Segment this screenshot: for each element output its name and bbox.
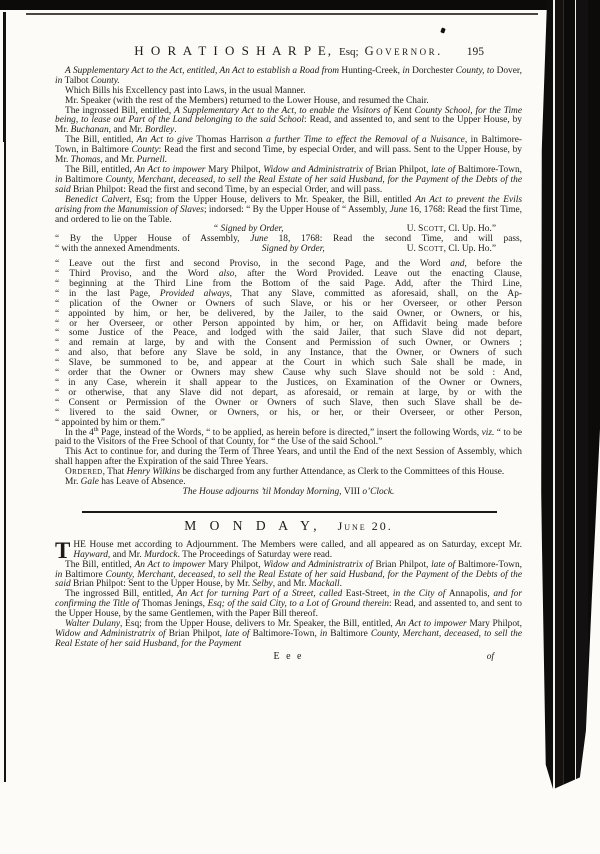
text-segment: Baltimore (65, 569, 106, 580)
text-segment: Scott (418, 224, 444, 235)
text-segment: : Read the first and second Time, by an especial Order, and will pass. (123, 184, 383, 195)
text-segment: , after the Word Provided. Leave out the enacting Clause, (234, 269, 522, 280)
text-segment: A Supplementary Act to the Act, entitled, An Act to establish a Road from (65, 65, 342, 76)
text-segment: . (174, 125, 177, 136)
day-date: June 20. (337, 518, 393, 533)
text-segment: : Read, and assented to, and sent to the Upper House, by the same Gentlemen, with the Paper Bill thereof. (55, 599, 522, 620)
text-segment: Page, instead of the Words, “ to be applied, as herein before is directed,” insert the following Words, (98, 427, 482, 438)
text-segment: in (55, 75, 65, 86)
text-segment: , Esq; from the Upper House, delivers to Mr. Speaker, the Bill, entitled (129, 194, 416, 205)
text-segment: , and Mr. (108, 125, 145, 136)
text-segment: County, Merchant, deceased, to sell the Real Estate of her said Husband, for the Payment of the Debts of the said (55, 174, 523, 195)
text-segment: “ or otherwise, that any Slave did not depart, as aforesaid, or remain at large, by or with the (55, 387, 522, 398)
text-segment: , Cl. Up. Ho.” (443, 224, 496, 235)
text-segment: “ and remain at large, by and with the Consent and Permission of such Owner, or Owners ; (55, 338, 522, 349)
signature-mark-row (55, 652, 522, 663)
text-segment: also (218, 269, 235, 280)
text-segment: late of (428, 559, 458, 570)
text-segment: Gale (80, 477, 99, 488)
text-segment: Baltimore (330, 628, 371, 639)
text-segment: “ appointed by him, or her, be delivered, by the Jailer, to the said Owner, or Owners, or his, (55, 308, 522, 319)
text-segment: Walter Dulany (65, 619, 121, 630)
text-segment: a further Time to effect the Removal of a Nuisance, (262, 135, 468, 146)
text-segment: in (55, 569, 66, 580)
text-segment: An Act to prevent the Evils arising from the Manumission of Slaves (55, 194, 522, 215)
signed-part (407, 245, 496, 255)
text-segment: Baltimore-Town, (457, 559, 522, 570)
page-number: 195 (466, 46, 484, 58)
paragraph (55, 196, 522, 226)
text-segment: “ some Justice of the Peace, and lodged with the said Jailer, that such Slave did not depart, (55, 328, 522, 339)
text-segment: An Act to impower (134, 164, 209, 175)
text-segment: County. (88, 75, 120, 86)
text-segment: “ Leave out the first and second Proviso, in the second Page, and the Word (55, 259, 451, 270)
governor-title: Governor. (364, 44, 443, 58)
text-segment: viz. (481, 427, 495, 438)
paragraph (55, 166, 522, 196)
text-segment: County, Merchant, deceased, to sell the Real Estate of her said Husband, for the Payment of the Debts of the said (55, 569, 523, 590)
text-segment: Widow and Administratrix of (260, 164, 376, 175)
catchword: of (486, 651, 494, 662)
text-segment: . The Proceedings of Saturday were read. (177, 549, 333, 560)
text-segment: Mary Philpot, (208, 559, 261, 570)
text-segment: . (164, 155, 168, 166)
text-segment: Selby (252, 579, 273, 590)
text-segment: Dover, (496, 65, 522, 76)
section-divider-rule (82, 511, 497, 513)
text-segment: late of (222, 628, 253, 639)
text-segment: , Cl. Up. Ho.” (443, 244, 496, 255)
text-segment: “ with the annexed Amendments. (55, 244, 180, 255)
text-segment: “ and also, that before any Slave be sold, in any Instance, that the Owner, or Owners of such (55, 348, 522, 359)
text-segment: Benedict Calvert (65, 194, 130, 205)
text-segment: Bordley (144, 125, 175, 136)
text-segment: “ in the last Page, (55, 288, 160, 299)
day-name: M O N D A Y, (184, 517, 322, 533)
text-segment: County, Merchant, deceased, to sell the Real Estate of her said Husband, for the Payment (55, 628, 522, 649)
text-segment: th (93, 426, 99, 433)
paragraph-with-dropcap (55, 537, 522, 563)
text-segment: An Act to give (136, 135, 197, 146)
document-body (55, 67, 522, 663)
signed-by-order-row (55, 245, 522, 255)
text-segment: in (55, 174, 66, 185)
text-segment: Talbot (64, 75, 89, 86)
text-segment: , That (102, 467, 127, 478)
text-segment: The ingrossed Bill, entitled, (65, 105, 175, 116)
text-segment: 16, 1768: Read the first Time, and ordered to lie on the Table. (55, 204, 522, 225)
text-segment: and (450, 259, 465, 270)
text-segment: : Sent to the Upper House, by Mr. (123, 579, 253, 590)
text-segment: “ By the Upper House of Assembly, (55, 234, 251, 245)
text-segment: HE House met according to Adjournment. The Members were called, and all appeared as on Saturday, except Mr. (73, 539, 522, 550)
gathering-signature: E e e (273, 650, 304, 662)
paragraph (55, 426, 522, 449)
text-segment: has Leave of Absence. (98, 477, 186, 488)
text-segment: “ Third Proviso, and the Word (55, 269, 219, 280)
text-segment: Mackall (308, 579, 340, 590)
text-segment: Brian Philpot, (168, 628, 223, 639)
signed-part (55, 245, 180, 255)
text-segment: Brian Philpot (72, 579, 124, 590)
governor-name: H O R A T I O S H A R P E, (134, 43, 334, 58)
text-segment: Widow and Administratrix of (260, 559, 376, 570)
adjournment-line (55, 488, 522, 498)
paragraph (55, 590, 522, 620)
scan-book-gutter-band (533, 0, 600, 794)
text-segment: An Act to impower (134, 559, 209, 570)
text-segment: . (339, 579, 342, 590)
paragraph (55, 561, 522, 591)
text-segment: , and Mr. (100, 155, 137, 166)
text-segment: Scott (418, 244, 444, 255)
text-segment: , before the (464, 259, 522, 270)
signed-part (262, 245, 325, 255)
text-segment: , and Mr. (272, 579, 309, 590)
text-segment: An Act for turning Part of a Street, called (176, 589, 346, 600)
text-segment: “ Consent or Permission of the Owner or Owners of such Slave, then such Slave shall be de- (55, 397, 522, 408)
text-segment: “ livered to the said Owner, or Owners, or his, or her, or their Overseer, or other Person, (55, 407, 522, 418)
text-segment: An Act to impower (395, 619, 470, 630)
text-segment: Baltimore-Town, (252, 628, 317, 639)
text-segment: Dorchester (412, 65, 454, 76)
text-segment: : Read the first and second Time, by especial Order, and will pass. Sent to the Upper House, by Mr. (55, 145, 522, 166)
paragraph (55, 448, 522, 468)
text-segment: “ appointed by him or them.” (55, 417, 165, 428)
text-segment: Hunting-Creek, (341, 65, 401, 76)
text-segment: Baltimore (65, 174, 106, 185)
paragraph (55, 136, 522, 166)
text-segment: Buchanan (70, 125, 109, 136)
text-segment: in (400, 65, 413, 76)
text-segment: Kent (393, 105, 412, 116)
text-segment: Henry Wilkins (126, 467, 180, 478)
text-segment: o’Clock. (359, 486, 395, 497)
text-segment: County, to (453, 65, 497, 76)
text-segment: “ plication of the Owner or Owners of such Slave, or his or her Overseer, or other Person (55, 298, 522, 309)
text-segment: “ in any Case, wherein it shall appear to the Justices, on Examination of the Owner or Owners, (55, 378, 522, 388)
drop-cap: T (55, 537, 71, 563)
text-segment: Brian Philpot, (375, 559, 429, 570)
text-segment: VIII (343, 486, 360, 497)
text-segment: : Read, and assented to, and sent to the Upper House, by Mr. (55, 115, 522, 136)
text-segment: late of (428, 164, 458, 175)
supplementary-act-title (55, 67, 522, 87)
text-segment: County School, for the Time being, to lease out Part of the Land belonging to the said School (55, 105, 522, 126)
text-segment: Mr. (65, 477, 81, 488)
text-segment: U. (406, 224, 419, 235)
scan-top-bar (0, 0, 600, 10)
text-segment: Baltimore-Town, (457, 164, 522, 175)
text-segment: Ordered (65, 467, 103, 478)
text-segment: Which Bills his Excellency past into Laws, in the usual Manner. (65, 85, 306, 96)
scan-top-rule (26, 13, 538, 15)
text-segment: The House adjourns ’til Monday Morning, (182, 486, 344, 497)
text-segment: “ Signed by Order, (213, 224, 284, 235)
text-segment: “ to be paid to the Visitors of the Free School of that County, for “ the Use of the said School.” (55, 427, 522, 448)
text-segment: Brian Philpot, (375, 164, 429, 175)
text-segment: Hayward (73, 549, 108, 560)
page-content (55, 43, 523, 663)
text-segment: in (316, 628, 331, 639)
text-segment: Thomas Harrison (196, 135, 263, 146)
scan-left-edge-line (4, 12, 6, 782)
text-segment: County (131, 145, 159, 156)
text-segment: ; indorsed: “ By the Upper House of “ Assembly, (203, 204, 390, 215)
text-segment: in the City of (389, 589, 449, 600)
text-segment: Brian Philpot (72, 184, 124, 195)
text-segment: , That any Slave, committed as aforesaid, shall, on the Ap- (229, 288, 523, 299)
paragraph (55, 620, 522, 650)
ink-spot (440, 27, 445, 33)
text-segment: and for confirming the Title of (55, 589, 522, 610)
text-segment: “ order that the Owner or Owners may shew Cause why such Slave should not be sold : And, (55, 368, 522, 379)
text-segment: In the 4 (65, 427, 94, 438)
paragraph (55, 107, 522, 137)
text-segment: , and Mr. (107, 549, 145, 560)
text-segment: June (389, 204, 408, 215)
text-segment: Purnell (136, 155, 165, 166)
text-segment: Esq; of the said City, to a Lot of Ground therein (205, 599, 389, 610)
text-segment: The Bill, entitled, (65, 164, 135, 175)
text-segment: A Supplementary Act to the Act, to enable the Visitors of (174, 105, 394, 116)
text-segment: The ingrossed Bill, entitled, (65, 589, 177, 600)
governor-esq: Esq; (339, 46, 359, 58)
text-segment: Murdock (144, 549, 178, 560)
text-segment: The Bill, entitled, (65, 559, 135, 570)
text-segment: This Act to continue for, and during the Term of Three Years, and until the End of the next Session of Assembly, which shall happen after the Expiration of the said Three Years. (55, 447, 522, 468)
text-segment: , Esq; from the Upper House, delivers to Mr. Speaker, the Bill, entitled, (120, 619, 396, 630)
text-segment: Mary Philpot, (469, 619, 522, 630)
text-segment: Provided always (159, 288, 230, 299)
running-head (55, 43, 522, 58)
text-segment: Thomas Jenings, (141, 599, 206, 610)
text-segment: U. (406, 244, 419, 255)
text-segment: “ Slave, be summoned to be, and appear at the Court in which such Sale shall be made, in (55, 358, 522, 369)
text-segment: East-Street, (345, 589, 390, 600)
day-heading (55, 517, 522, 534)
text-segment: Mr. Speaker (with the rest of the Members) returned to the Lower House, and resumed the Chair. (65, 95, 429, 106)
text-segment: Signed by Order, (261, 244, 325, 255)
text-segment: June (250, 234, 268, 245)
text-segment: Thomas (70, 155, 101, 166)
text-segment: 18, 1768: Read the second Time, and will pass, (267, 234, 523, 245)
text-segment: “ or her Overseer, or other Person appointed by him, or her, on Affidavit being made before (55, 318, 522, 329)
text-segment: be discharged from any further Attendance, as Clerk to the Committees of this House. (180, 467, 505, 478)
text-segment: Mary Philpot, (208, 164, 261, 175)
text-segment: Widow and Administratrix of (55, 628, 169, 639)
text-segment: Annapolis, (448, 589, 490, 600)
text-segment: The Bill, entitled, (65, 135, 137, 146)
text-segment: in Baltimore-Town, in Baltimore (55, 135, 523, 156)
text-segment: “ beginning at the Third Line from the Bottom of the said Page. Add, after the Third Line, (55, 278, 522, 289)
